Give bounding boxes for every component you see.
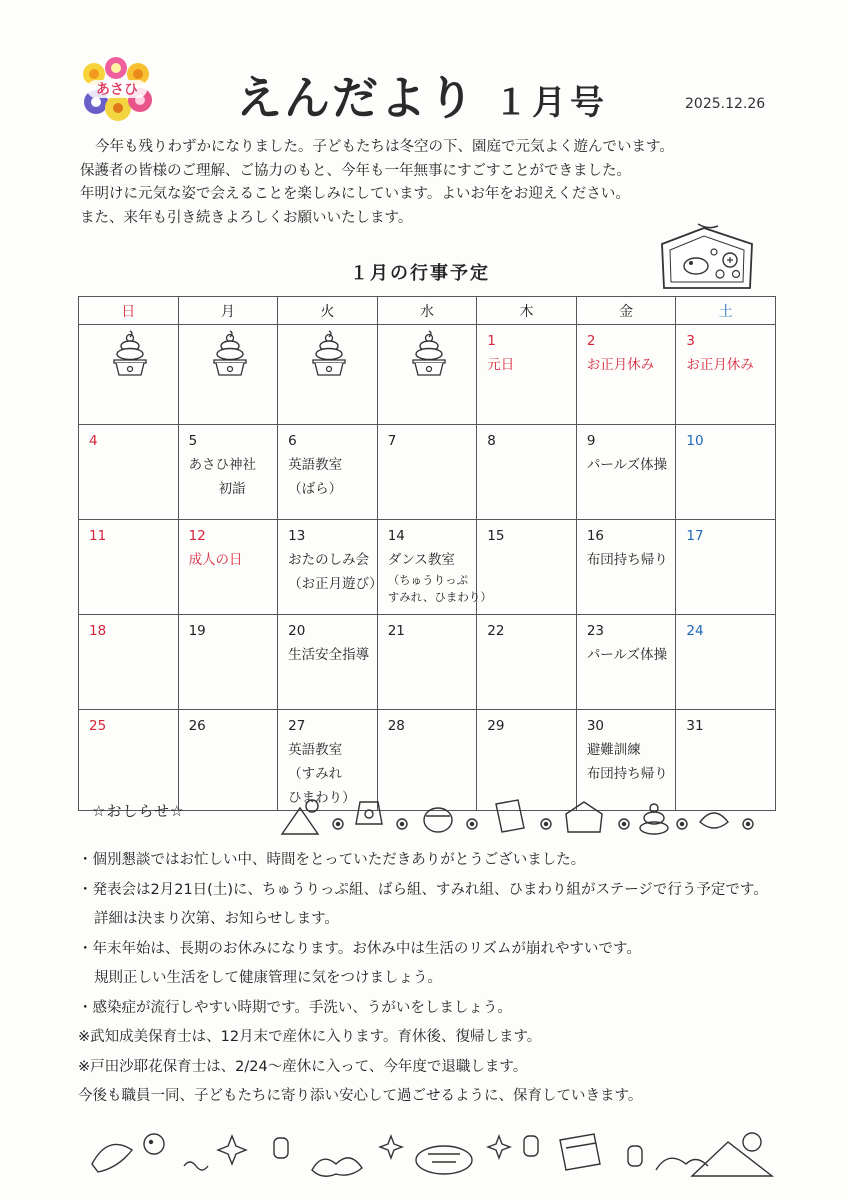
kagami-mochi-icon — [409, 329, 449, 379]
weekday-sun: 日 — [79, 297, 179, 325]
calendar-cell — [576, 520, 676, 615]
logo-text: あさひ — [96, 82, 138, 98]
weekday-tue: 火 — [278, 297, 378, 325]
event-label: 成人の日 — [188, 552, 243, 568]
day-number: 14 — [387, 528, 405, 544]
calendar-cell — [79, 520, 179, 615]
day-number: 8 — [487, 433, 496, 449]
weekday-header-row — [79, 297, 776, 325]
day-number: 17 — [686, 528, 704, 544]
notice-line: ・個別懇談ではお忙しい中、時間をとっていただきありがとうございました。 — [78, 852, 586, 868]
event-label: ひまわり） — [288, 790, 356, 806]
day-number: 4 — [89, 433, 98, 449]
day-number: 12 — [188, 528, 206, 544]
day-number: 20 — [288, 623, 306, 639]
calendar-cell — [278, 520, 383, 615]
day-number: 2 — [586, 333, 596, 349]
event-label: すみれ、ひまわり） — [387, 590, 492, 604]
calendar-cell — [676, 615, 776, 710]
kagami-mochi-icon — [309, 329, 349, 379]
newsletter-title — [236, 62, 608, 128]
day-number: 10 — [686, 433, 704, 449]
day-number: 9 — [586, 433, 596, 449]
weekday-fri: 金 — [576, 297, 676, 325]
calendar-cell — [178, 425, 278, 520]
event-label: （お正月遊び） — [288, 576, 383, 592]
day-number: 18 — [89, 623, 107, 639]
event-label: 布団持ち帰り — [586, 552, 668, 568]
notices-list — [78, 846, 803, 1112]
day-number: 25 — [89, 718, 107, 734]
flower-logo-icon — [78, 56, 156, 128]
notice-line: ※武知成美保育士は、12月末で産休に入ります。育休後、復帰します。 — [78, 1029, 542, 1045]
notice-line: ※戸田沙耶花保育士は、2/24～産休に入って、今年度で退職します。 — [78, 1058, 528, 1075]
notice-line: ・発表会は2月21日(土)に、ちゅうりっぷ組、ばら組、すみれ組、ひまわり組がステージで行う予定です。 — [78, 881, 768, 898]
calendar-title: １月の行事予定 — [350, 263, 490, 284]
calendar-cell — [477, 615, 577, 710]
notice-line: 規則正しい生活をして健康管理に気をつけましょう。 — [94, 970, 442, 986]
calendar-week — [79, 325, 776, 425]
day-number: 22 — [487, 623, 505, 639]
event-calendar — [78, 296, 776, 811]
event-label: （すみれ — [288, 766, 343, 782]
kagami-mochi-icon — [210, 329, 250, 379]
calendar-cell — [178, 710, 278, 811]
day-number: 30 — [586, 718, 604, 734]
calendar-cell-empty — [79, 325, 179, 425]
notice-line: ・年末年始は、長期のお休みになります。お休み中は生活のリズムが崩れやすいです。 — [78, 940, 641, 957]
calendar-cell — [178, 520, 278, 615]
notice-heading: ☆おしらせ☆ — [92, 802, 185, 820]
calendar-cell — [79, 710, 179, 811]
calendar-cell — [278, 425, 378, 520]
calendar-cell-empty — [377, 325, 477, 425]
new-year-doodles-icon — [278, 794, 758, 840]
weekday-wed: 水 — [377, 297, 477, 325]
bottom-doodle-border-icon — [88, 1124, 778, 1188]
event-label: 英語教室 — [288, 457, 343, 473]
event-label: パールズ体操 — [586, 457, 668, 473]
calendar-cell — [676, 520, 776, 615]
calendar-cell — [576, 615, 676, 710]
event-label: 避難訓練 — [586, 742, 641, 758]
notice-line: 今後も職員一同、子どもたちに寄り添い安心して過ごせるように、保育していきます。 — [78, 1088, 643, 1104]
day-number: 23 — [586, 623, 604, 639]
calendar-cell — [576, 325, 676, 425]
calendar-cell — [79, 425, 179, 520]
day-number: 27 — [288, 718, 306, 734]
event-label: お正月休み — [586, 357, 655, 373]
weekday-sat: 土 — [676, 297, 776, 325]
event-label: 元日 — [487, 357, 515, 373]
calendar-cell — [377, 520, 492, 615]
calendar-cell — [278, 615, 378, 710]
issue-date: 2025.12.26 — [685, 96, 766, 112]
day-number: 24 — [686, 623, 704, 639]
kagami-mochi-icon — [110, 329, 150, 379]
day-number: 1 — [487, 333, 496, 349]
title-text: えんだより — [236, 71, 476, 125]
day-number: 15 — [487, 528, 505, 544]
day-number: 3 — [686, 333, 695, 349]
event-label: あさひ神社 — [188, 457, 257, 473]
intro-text — [80, 136, 780, 230]
calendar-cell — [676, 325, 776, 425]
day-number: 7 — [387, 433, 397, 449]
calendar-cell-empty — [178, 325, 278, 425]
calendar-cell — [477, 325, 577, 425]
calendar-cell-empty — [278, 325, 378, 425]
calendar-cell — [377, 615, 477, 710]
event-label: 生活安全指導 — [288, 647, 370, 663]
calendar-cell — [477, 425, 577, 520]
day-number: 6 — [288, 433, 297, 449]
ema-plaque-icon — [648, 222, 760, 294]
calendar-cell — [377, 425, 477, 520]
weekday-mon: 月 — [178, 297, 278, 325]
calendar-cell — [676, 425, 776, 520]
calendar-cell — [576, 425, 676, 520]
day-number: 26 — [188, 718, 206, 734]
calendar-week — [79, 520, 776, 615]
notice-line: 詳細は決まり次第、お知らせします。 — [94, 911, 339, 927]
intro-line: 今年も残りわずかになりました。子どもたちは冬空の下、園庭で元気よく遊んでいます。 — [95, 139, 674, 155]
day-number: 29 — [487, 718, 505, 734]
event-label: 英語教室 — [288, 742, 343, 758]
day-number: 21 — [387, 623, 405, 639]
notice-line: ・感染症が流行しやすい時期です。手洗い、うがいをしましょう。 — [78, 999, 512, 1016]
event-label: おたのしみ会 — [288, 552, 370, 568]
day-number: 11 — [89, 528, 107, 544]
event-label: パールズ体操 — [586, 647, 668, 663]
calendar-cell — [79, 615, 179, 710]
day-number: 31 — [686, 718, 704, 734]
event-label: ダンス教室 — [387, 552, 455, 568]
event-label: 布団持ち帰り — [586, 766, 668, 782]
calendar-week — [79, 615, 776, 710]
event-label: 初詣 — [218, 481, 246, 497]
weekday-thu: 木 — [477, 297, 577, 325]
day-number: 28 — [387, 718, 405, 734]
intro-line: 保護者の皆様のご理解、ご協力のもと、今年も一年無事にすごすことができました。 — [80, 162, 631, 179]
intro-line: また、来年も引き続きよろしくお願いいたします。 — [80, 209, 413, 226]
day-number: 19 — [188, 623, 206, 639]
event-label: お正月休み — [686, 357, 754, 373]
event-label: （ばら） — [288, 481, 343, 497]
calendar-cell — [178, 615, 278, 710]
calendar-week — [79, 425, 776, 520]
day-number: 13 — [288, 528, 306, 544]
intro-line: 年明けに元気な姿で会えることを楽しみにしています。よいお年をお迎えください。 — [80, 186, 630, 202]
event-label: （ちゅうりっぷ — [387, 573, 469, 587]
day-number: 5 — [188, 433, 198, 449]
day-number: 16 — [586, 528, 604, 544]
issue-label: １月号 — [494, 83, 608, 123]
